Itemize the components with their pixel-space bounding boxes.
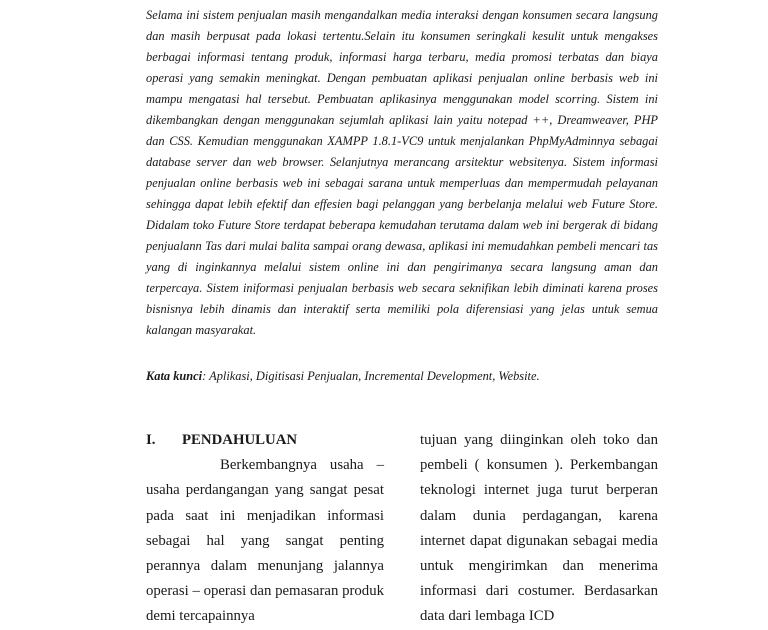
right-column [420, 428, 658, 630]
left-column [146, 428, 384, 630]
section-title: PENDAHULUAN [182, 432, 298, 448]
abstract-paragraph: Selama ini sistem penjualan masih mengandalkan media interaksi dengan konsumen secara langsung dan masih berpusat pada lokasi tertentu.Selain itu konsumen seringkali kesulit untuk mengakses berbagai informasi tentang produk, informasi harga terbaru, media promosi terbatas dan biaya operasi yang semakin meningkat. Dengan pembuatan aplikasi penjualan online berbasis web ini mampu mengatasi hal tersebut. Pembuatan aplikasinya menggunakan model scorring. Sistem ini dikembangkan dengan menggunakan sejumlah aplikasi lain yaitu notepad ++, Dreamweaver, PHP dan CSS. Kemudian menggunakan XAMPP 1.8.1-VC9 untuk menjalankan PhpMyAdminnya sebagai database server dan web browser. Selanjutnya merancang arsitektur websitenya. Sistem informasi penjualan online berbasis web ini sebagai sarana untuk memperluas dan mempermudah pelayanan sehingga dapat lebih efektif dan effesien bagi pelanggan yang berbelanja melalui web Future Store. Didalam toko Future Store terdapat beberapa kemudahan terutama dalam web ini bergerak di bidang penjualann Tas dari mulai balita sampai orang dewasa, aplikasi ini memudahkan pembeli mencari tas yang di inginkannya melalui sistem online ini dan pengirimanya secara langsung aman dan terpercaya. Sistem iniformasi penjualan berbasis web secara seknifikan lebih diminati karena proses bisnisnya lebih dinamis dan interaktif serta memiliki pola diferensiasi yang jelas untuk semua kalangan masyarakat. [146, 8, 658, 337]
right-column-paragraph: tujuan yang diinginkan oleh toko dan pembeli ( konsumen ). Perkembangan teknologi internet juga turut berperan dalam dunia perdagangan, karena internet dapat digunakan sebagai media untuk mengirimkan dan menerima informasi dari costumer. Berdasarkan data dari lembaga ICD [420, 432, 658, 625]
keywords-text: : Aplikasi, Digitisasi Penjualan, Incremental Development, Website. [202, 369, 540, 383]
section-number: I. [146, 432, 156, 448]
section-heading [146, 428, 384, 453]
keywords-line [146, 366, 658, 387]
keywords-label: Kata kunci [146, 369, 203, 383]
left-column-paragraph: Berkembangnya usaha – usaha perdangangan yang sangat pesat pada saat ini menjadikan informasi sebagai hal yang sangat penting perannya dalam menunjang jalannya operasi – operasi dan pemasaran produk demi tercapainnya [146, 457, 384, 625]
